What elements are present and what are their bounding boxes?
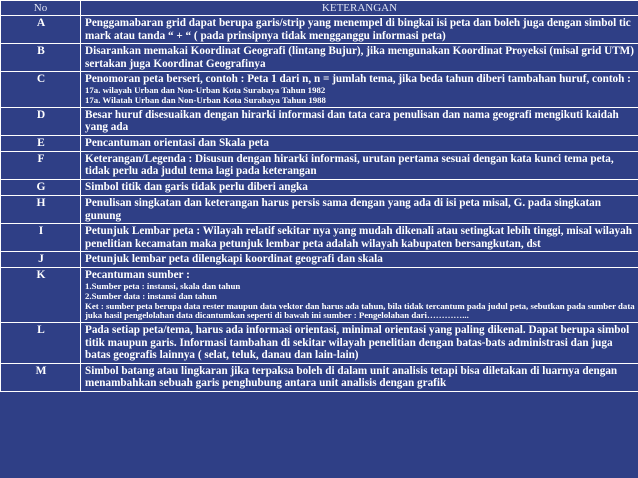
row-text: Disarankan memakai Koordinat Geografi (lintang Bujur), jika mengunakan Koordinat Proyeksi (misal grid UTM) sertakan juga Koordinat Geografinya [81, 44, 638, 72]
table-row [1, 107, 638, 135]
table-row [1, 268, 638, 323]
row-no: K [1, 268, 81, 323]
header-row [1, 1, 638, 16]
row-cell [81, 72, 638, 107]
row-text: Simbol batang atau lingkaran jika terpaksa boleh di dalam unit analisis tetapi bisa diletakan di luarnya dengan menambahkan sebuah garis penghubung antara unit analisis dengan grafik [81, 363, 638, 391]
header-no: No [1, 1, 81, 16]
row-no: F [1, 151, 81, 179]
row-no: J [1, 252, 81, 268]
row-no: B [1, 44, 81, 72]
table-row [1, 135, 638, 151]
row-text: Penulisan singkatan dan keterangan harus persis sama dengan yang ada di isi peta misal, G. pada singkatan gunung [81, 195, 638, 223]
row-subtext: 17a. Wilatah Urban dan Non-Urban Kota Surabaya Tahun 1988 [85, 94, 326, 105]
row-text: Pecantuman sumber : [85, 269, 190, 282]
row-text: Keterangan/Legenda : Disusun dengan hirarki informasi, urutan pertama sesuai dengan kata kunci tema peta, tidak perlu ada judul tema lagi pada keterangan [81, 151, 638, 179]
row-no: L [1, 323, 81, 364]
row-text: Petunjuk Lembar peta : Wilayah relatif sekitar nya yang mudah dikenali atau setingkat lebih tinggi, misal wilayah penelitian kecamatan maka petunjuk lembar peta adalah wilayah kabupaten bersangkutan, dst [81, 224, 638, 252]
row-no: D [1, 107, 81, 135]
row-subtext: 17a. wilayah Urban dan Non-Urban Kota Surabaya Tahun 1982 [85, 84, 326, 95]
table-row [1, 195, 638, 223]
row-no: E [1, 135, 81, 151]
row-no: A [1, 16, 81, 44]
table-row [1, 323, 638, 364]
row-text: Pada setiap peta/tema, harus ada informasi orientasi, minimal orientasi yang paling dikenal. Dapat berupa simbol titik maupun garis. Informasi tambahan di sekitar wilayah penelitian dengan batas-bats administrasi dan juga batas geografis lainnya ( selat, teluk, danau dan lain-lain) [81, 323, 638, 364]
row-text: Petunjuk lembar peta dilengkapi koordinat geografi dan skala [81, 252, 638, 268]
row-text: Penomoran peta berseri, contoh : Peta 1 dari n, n = jumlah tema, jika beda tahun diberi tambahan huruf, contoh : [85, 73, 631, 86]
row-subtext: 1.Sumber peta : instansi, skala dan tahun [85, 280, 241, 291]
table-row [1, 179, 638, 195]
row-text: Penggamabaran grid dapat berupa garis/strip yang menempel di bingkai isi peta dan boleh juga dengan simbol tic mark atau tanda “ + “ ( pada prinsipnya tidak mengganggu informasi peta) [81, 16, 638, 44]
row-no: H [1, 195, 81, 223]
table-row [1, 72, 638, 107]
row-text: Pencantuman orientasi dan Skala peta [81, 135, 638, 151]
table-row [1, 363, 638, 391]
table-row [1, 224, 638, 252]
row-no: M [1, 363, 81, 391]
row-no: I [1, 224, 81, 252]
header-keterangan: KETERANGAN [81, 1, 638, 16]
row-no: G [1, 179, 81, 195]
row-cell [81, 268, 638, 323]
table-row [1, 16, 638, 44]
table-row [1, 151, 638, 179]
row-subtext: 2.Sumber data : instansi dan tahun [85, 290, 217, 301]
row-no: C [1, 72, 81, 107]
table-row [1, 252, 638, 268]
table-row [1, 44, 638, 72]
row-subtext: Ket : sumber peta berupa data rester maupun data vektor dan harus ada tahun, bila tidak tercantum pada judul peta, sebutkan pada sumber data juka hasil pengelolahan data dicantumkan seperti di bawah ini sumber : Pengelolahan dari…………... [85, 300, 635, 321]
row-text: Simbol titik dan garis tidak perlu diberi angka [81, 179, 638, 195]
row-text: Besar huruf disesuaikan dengan hirarki informasi dan tata cara penulisan dan nama geografi mengikuti kaidah yang ada [81, 107, 638, 135]
